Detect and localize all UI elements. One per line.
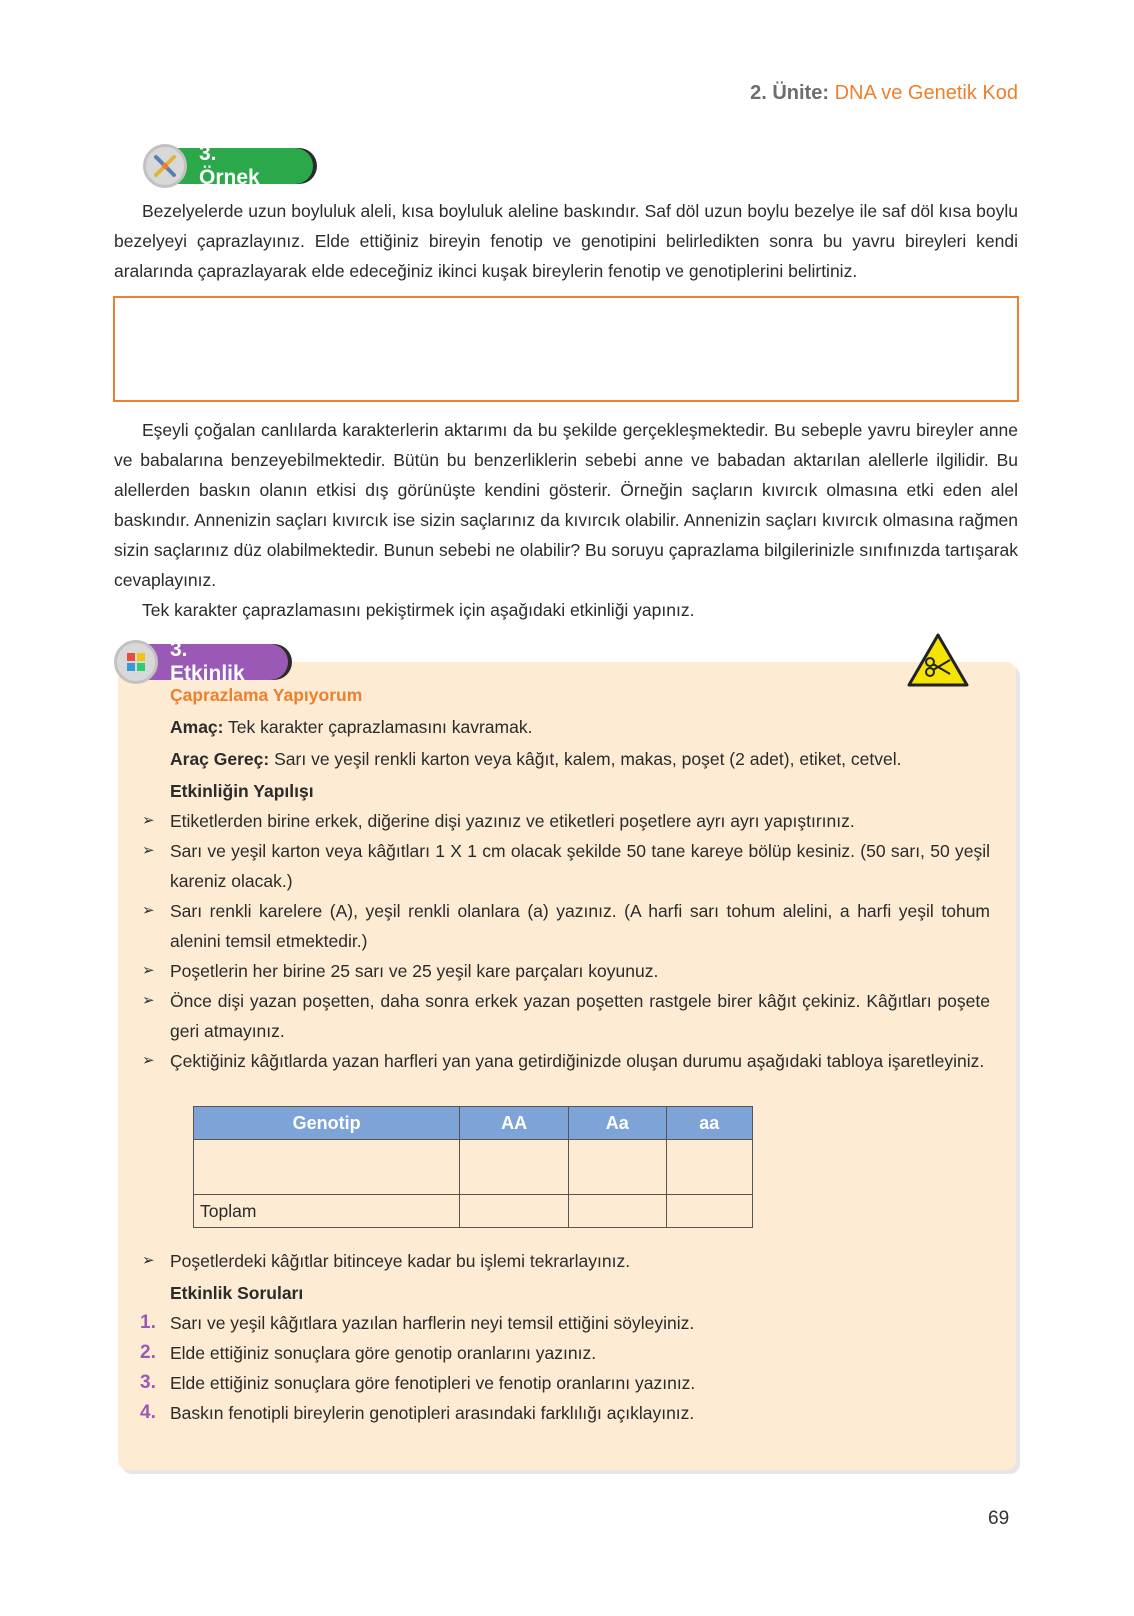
table-header: Genotip [194, 1107, 460, 1140]
arrow-icon: ➢ [142, 1052, 155, 1069]
table-cell[interactable] [666, 1195, 752, 1228]
etkinlik-badge-label: 3. Etkinlik [138, 644, 288, 680]
table-cell[interactable] [460, 1140, 569, 1195]
table-row [194, 1140, 753, 1195]
questions-title: Etkinlik Soruları [170, 1283, 304, 1303]
etkinlik-badge [114, 640, 288, 684]
procedure-title: Etkinliğin Yapılışı [170, 781, 314, 801]
list-item: ➢ Sarı ve yeşil karton veya kâğıtları 1 X 1 cm olacak şekilde 50 tane kareye bölüp kesiniz. (50 sarı, 50 yeşil kareniz olacak.) [142, 836, 990, 896]
aim-text: Tek karakter çaprazlamasını kavramak. [228, 717, 533, 737]
question-item: 4. Baskın fenotipli bireylerin genotipleri arasındaki farklılığı açıklayınız. [140, 1402, 695, 1423]
table-header-row [194, 1107, 753, 1140]
aim-label: Amaç: [170, 717, 224, 737]
arrow-icon: ➢ [142, 812, 155, 829]
activity-icon [114, 640, 158, 684]
total-label: Toplam [194, 1195, 460, 1228]
table-header: Aa [569, 1107, 667, 1140]
question-item: 2. Elde ettiğiniz sonuçlara göre genotip oranlarını yazınız. [140, 1342, 597, 1363]
ornek-badge [143, 144, 313, 188]
unit-title: DNA ve Genetik Kod [834, 82, 1018, 104]
list-item: ➢ Önce dişi yazan poşetten, daha sonra erkek yazan poşetten rastgele birer kâğıt çekiniz. Kâğıtları poşete geri atmayınız. [142, 986, 990, 1046]
main-paragraph-1: Eşeyli çoğalan canlılarda karakterlerin aktarımı da bu şekilde gerçekleşmektedir. Bu sebeple yavru bireyler anne ve babalarına benzeyebilmektedir. Bütün bu benzerliklerin sebebi anne ve babadan aktarılan alellerle ilgilidir. Bu alellerden baskın olanın etkisi dış görünüşte kendini gösterir. Örneğin saçların kıvırcık olmasına etki eden alel baskındır. Annenizin saçları kıvırcık ise sizin saçlarınız da kıvırcık olabilir. Annenizin saçları kıvırcık olmasına rağmen sizin saçlarınız düz olabilmektedir. Bunun sebebi ne olabilir? Bu soruyu çaprazlama bilgilerinizle sınıfınızda tartışarak cevaplayınız. [114, 420, 1018, 590]
table-cell[interactable] [569, 1195, 667, 1228]
tools-icon [143, 144, 187, 188]
table-cell[interactable] [666, 1140, 752, 1195]
list-item: ➢ Etiketlerden birine erkek, diğerine dişi yazınız ve etiketleri poşetlere ayrı ayrı yapıştırınız. [142, 806, 990, 836]
unit-label: 2. Ünite: [750, 82, 829, 104]
arrow-icon: ➢ [142, 992, 155, 1009]
final-step [142, 1246, 990, 1276]
answer-box [113, 296, 1019, 402]
table-row [194, 1195, 753, 1228]
table-cell[interactable] [460, 1195, 569, 1228]
arrow-icon: ➢ [142, 902, 155, 919]
list-item: ➢ Poşetlerin her birine 25 sarı ve 25 yeşil kare parçaları koyunuz. [142, 956, 990, 986]
unit-header [750, 82, 1018, 105]
arrow-icon: ➢ [142, 962, 155, 979]
materials-text: Sarı ve yeşil renkli karton veya kâğıt, kalem, makas, poşet (2 adet), etiket, cetvel. [274, 749, 902, 769]
procedure-steps [142, 806, 990, 1076]
table-cell[interactable] [194, 1140, 460, 1195]
table-header: AA [460, 1107, 569, 1140]
table-cell[interactable] [569, 1140, 667, 1195]
questions-list [140, 1308, 695, 1428]
ornek-paragraph: Bezelyelerde uzun boyluluk aleli, kısa boyluluk aleline baskındır. Saf döl uzun boylu bezelye ile saf döl kısa boylu bezelyeyi çaprazlayınız. Elde ettiğiniz bireyin fenotip ve genotipini belirledikten sonra bu yavru bireyleri kendi aralarında çaprazlayarak elde edeceğiniz ikinci kuşak bireylerin fenotip ve genotiplerini belirtiniz. [114, 201, 1018, 281]
question-item: 1. Sarı ve yeşil kâğıtlara yazılan harflerin neyi temsil ettiğini söyleyiniz. [140, 1312, 695, 1333]
list-item: ➢ Sarı renkli karelere (A), yeşil renkli olanlara (a) yazınız. (A harfi sarı tohum alelini, a harfi yeşil tohum alenini temsil etmektedir.) [142, 896, 990, 956]
list-item: ➢ Poşetlerdeki kâğıtlar bitinceye kadar bu işlemi tekrarlayınız. [142, 1246, 990, 1276]
table-header: aa [666, 1107, 752, 1140]
ornek-text [114, 196, 1018, 286]
main-paragraph-2: Tek karakter çaprazlamasını pekiştirmek için aşağıdaki etkinliği yapınız. [142, 600, 695, 620]
materials-label: Araç Gereç: [170, 749, 270, 769]
scissors-warning-icon [906, 632, 970, 693]
arrow-icon: ➢ [142, 1252, 155, 1269]
list-item: ➢ Çektiğiniz kâğıtlarda yazan harfleri yan yana getirdiğinizde oluşan durumu aşağıdaki tabloya işaretleyiniz. [142, 1046, 990, 1076]
activity-aim [170, 712, 532, 742]
activity-materials [170, 744, 901, 774]
activity-title: Çaprazlama Yapıyorum [170, 685, 363, 705]
arrow-icon: ➢ [142, 842, 155, 859]
main-text [114, 415, 1018, 625]
ornek-badge-label: 3. Örnek [167, 148, 313, 184]
page-number: 69 [988, 1508, 1010, 1529]
genotype-table [193, 1106, 753, 1228]
question-item: 3. Elde ettiğiniz sonuçlara göre fenotipleri ve fenotip oranlarını yazınız. [140, 1372, 696, 1393]
